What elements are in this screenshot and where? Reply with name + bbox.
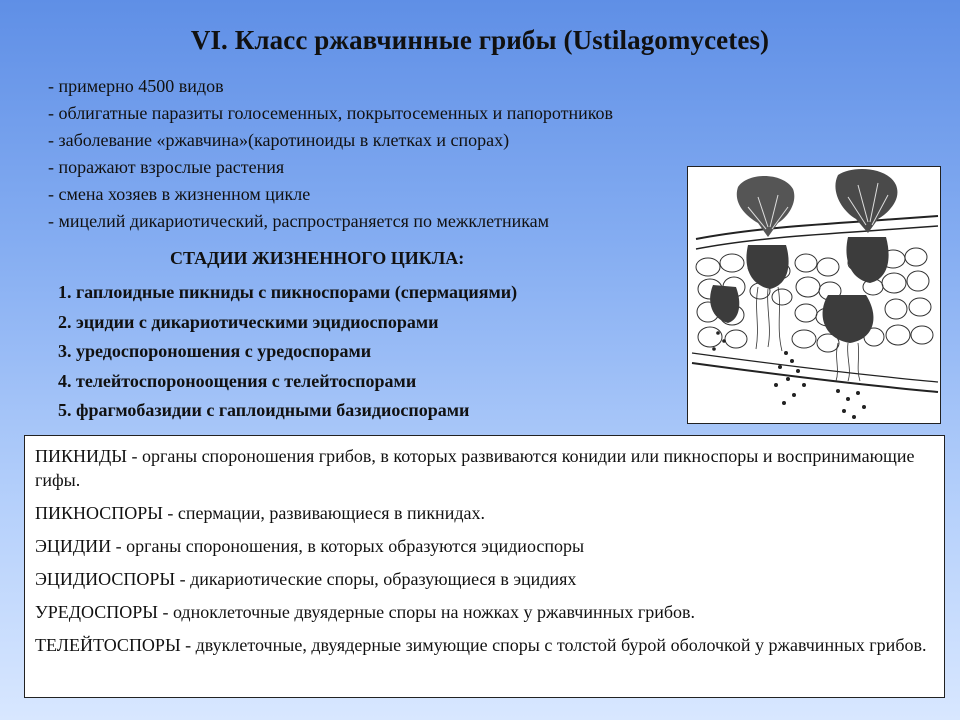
life-cycle-stage: 2. эцидии с дикариотическими эцидиоспорами [58, 311, 439, 332]
life-cycle-stage: 4. телейтоспороноощения с телейтоспорами [58, 370, 417, 391]
definition-item: ЭЦИДИОСПОРЫ - дикариотические споры, образующиеся в эцидиях [35, 569, 577, 589]
slide-title: VI. Класс ржавчинные грибы (Ustilagomycetes) [190, 25, 770, 55]
life-cycle-stage: 5. фрагмобазидии с гаплоидными базидиоспорами [58, 400, 470, 420]
definition-item: ЭЦИДИИ - органы спороношения, в которых образуются эцидиоспоры [35, 536, 585, 556]
bullet-list [48, 73, 613, 235]
life-cycle-header: СТАДИИ ЖИЗНЕННОГО ЦИКЛА: [170, 248, 465, 268]
bullet-item: - примерно 4500 видов [48, 76, 224, 96]
life-cycle-stage: 1. гаплоидные пикниды с пикноспорами (спермациями) [58, 282, 518, 302]
definition-item: ПИКНИДЫ - органы спороношения грибов, в которых развиваются конидии или пикноспоры и воспринимающие гифы. [35, 446, 915, 490]
bullet-item: - заболевание «ржавчина»(каротиноиды в клетках и спорах) [48, 130, 510, 150]
definition-item: ПИКНОСПОРЫ - спермации, развивающиеся в пикнидах. [35, 503, 485, 523]
definition-item: ТЕЛЕЙТОСПОРЫ - двуклеточные, двуядерные зимующие споры с толстой бурой оболочкой у ржавчинных грибов. [35, 635, 927, 655]
definitions-box [24, 435, 945, 698]
rust-fungus-illustration [687, 166, 941, 424]
life-cycle-stage: 3. уредоспороношения с уредоспорами [58, 341, 372, 361]
life-cycle-stage-list [58, 278, 517, 426]
bullet-item: - мицелий дикариотический, распространяется по межклетникам [48, 211, 550, 231]
leaf-cross-section-icon [688, 167, 940, 423]
bullet-item: - облигатные паразиты голосеменных, покрытосеменных и папоротников [48, 103, 614, 123]
bullet-item: - поражают взрослые растения [48, 157, 285, 177]
definition-item: УРЕДОСПОРЫ - одноклеточные двуядерные споры на ножках у ржавчинных грибов. [35, 602, 695, 622]
bullet-item: - смена хозяев в жизненном цикле [48, 184, 311, 204]
